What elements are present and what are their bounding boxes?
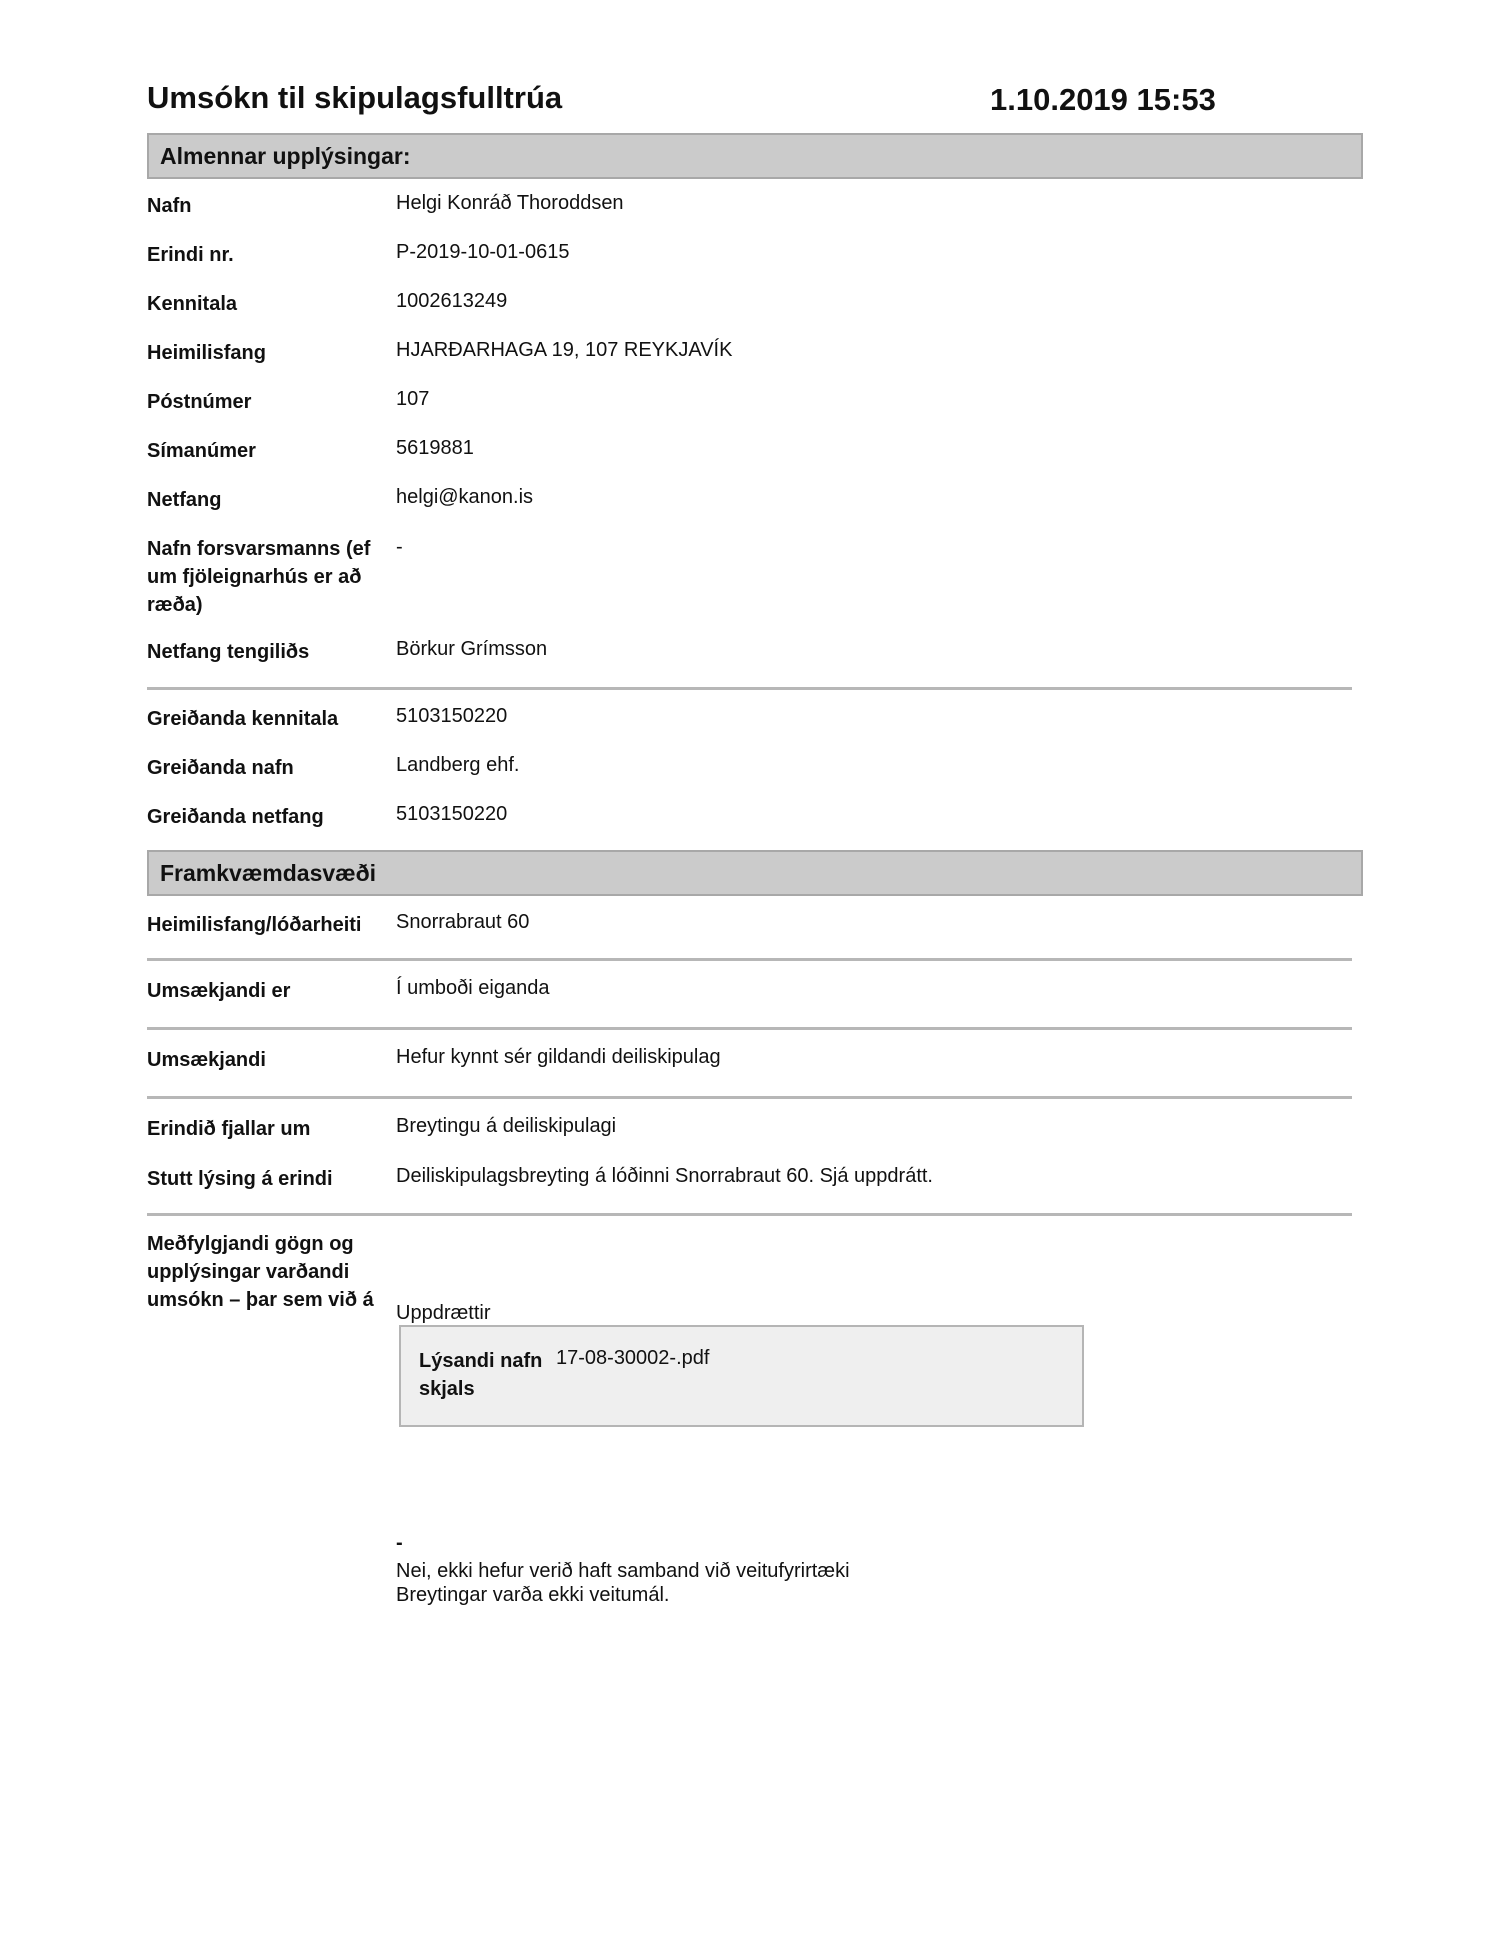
field-label: Símanúmer	[147, 440, 256, 462]
file-label: Lýsandi nafn skjals	[419, 1350, 543, 1400]
field-value: Hefur kynnt sér gildandi deiliskipulag	[396, 1046, 721, 1068]
attachments-group-title: Uppdrættir	[396, 1302, 491, 1324]
divider	[147, 958, 1352, 961]
field-value: P-2019-10-01-0615	[396, 241, 570, 263]
field-label: Póstnúmer	[147, 391, 252, 413]
field-value: 5619881	[396, 437, 474, 459]
file-entry	[399, 1325, 1084, 1427]
field-label: Greiðanda netfang	[147, 806, 324, 828]
file-name: 17-08-30002-.pdf	[556, 1347, 710, 1369]
field-value: Í umboði eiganda	[396, 977, 550, 999]
field-label: Umsækjandi er	[147, 980, 291, 1002]
utility-contact: Nei, ekki hefur verið haft samband við veitufyrirtæki	[396, 1560, 850, 1582]
field-label: Erindið fjallar um	[147, 1118, 311, 1140]
utility-note: Breytingar varða ekki veitumál.	[396, 1584, 670, 1606]
field-label: Umsækjandi	[147, 1049, 266, 1071]
field-label: Nafn	[147, 195, 192, 217]
field-value: Deiliskipulagsbreyting á lóðinni Snorrabraut 60. Sjá uppdrátt.	[396, 1165, 933, 1187]
field-value: -	[396, 536, 403, 558]
field-label: Heimilisfang	[147, 342, 266, 364]
field-label: Stutt lýsing á erindi	[147, 1168, 333, 1190]
form-datetime: 1.10.2019 15:53	[990, 82, 1216, 117]
section-general: Almennar upplýsingar:	[147, 133, 1363, 179]
form-header	[147, 80, 1352, 130]
field-label: Nafn forsvarsmanns (ef um fjöleignarhús er að ræða)	[147, 538, 371, 616]
field-value: HJARÐARHAGA 19, 107 REYKJAVÍK	[396, 339, 733, 361]
field-label: Greiðanda nafn	[147, 757, 294, 779]
divider	[147, 687, 1352, 690]
field-value: Helgi Konráð Thoroddsen	[396, 192, 624, 214]
divider	[147, 1213, 1352, 1216]
field-value: 1002613249	[396, 290, 508, 312]
field-label: Netfang	[147, 489, 222, 511]
divider	[147, 1027, 1352, 1030]
field-value: Landberg ehf.	[396, 754, 520, 776]
field-value: Börkur Grímsson	[396, 638, 548, 660]
field-label: Kennitala	[147, 293, 238, 315]
field-label: Greiðanda kennitala	[147, 708, 339, 730]
divider	[147, 1096, 1352, 1099]
field-value: 5103150220	[396, 803, 508, 825]
field-label: Netfang tengiliðs	[147, 641, 310, 663]
attachments-dash: -	[396, 1532, 403, 1554]
field-value: helgi@kanon.is	[396, 486, 534, 508]
attachments-label: Meðfylgjandi gögn og upplýsingar varðandi umsókn – þar sem við á	[147, 1233, 374, 1311]
field-label: Heimilisfang/lóðarheiti	[147, 914, 362, 936]
field-value: Breytingu á deiliskipulagi	[396, 1115, 617, 1137]
section-project-area: Framkvæmdasvæði	[147, 850, 1363, 896]
field-value: 107	[396, 388, 430, 410]
field-value: 5103150220	[396, 705, 508, 727]
form-title: Umsókn til skipulagsfulltrúa	[147, 80, 563, 115]
field-label: Erindi nr.	[147, 244, 234, 266]
field-value: Snorrabraut 60	[396, 911, 530, 933]
